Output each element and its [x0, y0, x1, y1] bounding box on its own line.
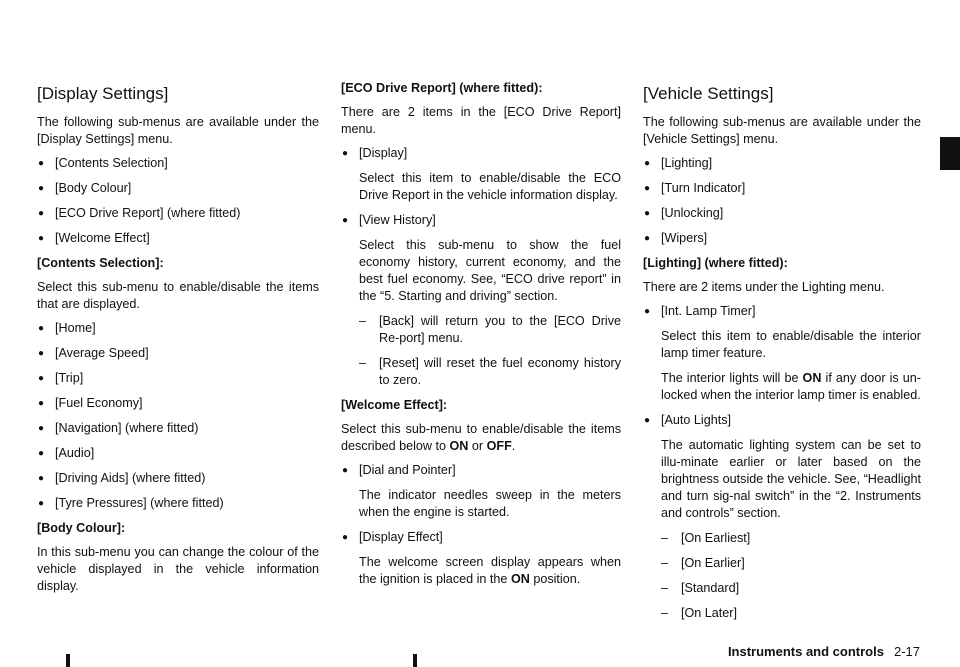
- display-description: Select this item to enable/disable the ECO Drive Report in the vehicle information display.: [359, 171, 621, 202]
- crop-mark: [413, 654, 417, 667]
- list-item: ● [Home]: [37, 320, 319, 337]
- eco-drive-report-heading: [ECO Drive Report] (where fitted):: [341, 81, 543, 95]
- list-item: ● [Int. Lamp Timer]: [643, 303, 921, 320]
- section-title-display-settings: [Display Settings]: [37, 84, 169, 103]
- intro-text: The following sub-menus are available under the [Vehicle Settings] menu.: [643, 115, 921, 146]
- list-item: ● [View History]: [341, 212, 621, 229]
- list-item: ● [Body Colour]: [37, 180, 319, 197]
- column-vehicle-settings: [643, 80, 921, 630]
- list-item: ● [Unlocking]: [643, 205, 921, 222]
- dash-item: – [Standard]: [661, 581, 740, 595]
- contents-selection-heading: [Contents Selection]:: [37, 256, 164, 270]
- list-item: ● [Contents Selection]: [37, 155, 319, 172]
- list-item: ● [Dial and Pointer]: [341, 462, 621, 479]
- list-item: ● [Display]: [341, 145, 621, 162]
- column-eco-welcome: [341, 80, 621, 596]
- list-item: ● [Driving Aids] (where fitted): [37, 470, 319, 487]
- lighting-text: There are 2 items under the Lighting menu.: [643, 280, 885, 294]
- list-item: ● [Fuel Economy]: [37, 395, 319, 412]
- display-effect-description: The welcome screen display appears when the ignition is placed in the ON position.: [359, 555, 621, 586]
- list-item: ● [Average Speed]: [37, 345, 319, 362]
- dash-item: – [On Earlier]: [661, 556, 745, 570]
- auto-lights-description: The automatic lighting system can be set to illu-minate earlier or later based on the brightness outside the vehicle. See, “Headlight and turn sig-nal switch” in the “2. Instruments and controls” section.: [661, 438, 921, 520]
- crop-mark: [66, 654, 70, 667]
- list-item: ● [ECO Drive Report] (where fitted): [37, 205, 319, 222]
- footer-section-name: Instruments and controls: [727, 644, 884, 659]
- list-item: ● [Welcome Effect]: [37, 230, 319, 247]
- body-colour-text: In this sub-menu you can change the colour of the vehicle displayed in the vehicle information display.: [37, 545, 319, 593]
- dash-item: – [Back] will return you to the [ECO Drive Re-port] menu.: [359, 314, 621, 345]
- column-display-settings: [37, 80, 319, 602]
- list-item: ● [Display Effect]: [341, 529, 621, 546]
- page-number: 2-17: [893, 644, 920, 659]
- page-footer: [728, 644, 920, 659]
- dash-item-text: [Reset] will reset the fuel economy history to zero.: [379, 356, 621, 387]
- list-item: ● [Turn Indicator]: [643, 180, 921, 197]
- list-item: ● [Navigation] (where fitted): [37, 420, 319, 437]
- list-item: ● [Lighting]: [643, 155, 921, 172]
- dash-item: – [On Later]: [661, 606, 738, 620]
- list-item: ● [Wipers]: [643, 230, 921, 247]
- dash-item-text: [On Earlier]: [681, 556, 745, 570]
- welcome-effect-heading: [Welcome Effect]:: [341, 398, 448, 412]
- dash-item-text: [On Earliest]: [681, 531, 751, 545]
- dash-item: – [Reset] will reset the fuel economy history to zero.: [359, 356, 621, 387]
- dial-pointer-description: The indicator needles sweep in the meters when the engine is started.: [359, 488, 621, 519]
- welcome-effect-text: Select this sub-menu to enable/disable the items described below to ON or OFF.: [341, 422, 621, 453]
- dash-item-text: [Back] will return you to the [ECO Drive Re-port] menu.: [379, 314, 621, 345]
- list-item: ● [Tyre Pressures] (where fitted): [37, 495, 319, 512]
- section-title-vehicle-settings: [Vehicle Settings]: [643, 84, 774, 103]
- list-item: ● [Audio]: [37, 445, 319, 462]
- chapter-tab-marker: [940, 137, 960, 170]
- contents-selection-text: Select this sub-menu to enable/disable the items that are displayed.: [37, 280, 319, 311]
- dash-item-text: [Standard]: [681, 581, 740, 595]
- list-item: ● [Auto Lights]: [643, 412, 921, 429]
- lamp-timer-description: Select this item to enable/disable the interior lamp timer feature.: [661, 329, 921, 360]
- dash-item-text: [On Later]: [681, 606, 738, 620]
- lamp-timer-note: The interior lights will be ON if any door is un-locked when the interior lamp timer is enabled.: [661, 371, 921, 402]
- dash-item: – [On Earliest]: [661, 531, 751, 545]
- eco-drive-report-text: There are 2 items in the [ECO Drive Report] menu.: [341, 105, 621, 136]
- body-colour-heading: [Body Colour]:: [37, 521, 126, 535]
- list-item: ● [Trip]: [37, 370, 319, 387]
- view-history-description: Select this sub-menu to show the fuel economy history, current economy, and the best fuel economy. See, “ECO drive report” in the “5. Starting and driving” section.: [359, 238, 621, 303]
- lighting-heading: [Lighting] (where fitted):: [643, 256, 788, 270]
- intro-text: The following sub-menus are available under the [Display Settings] menu.: [37, 115, 319, 146]
